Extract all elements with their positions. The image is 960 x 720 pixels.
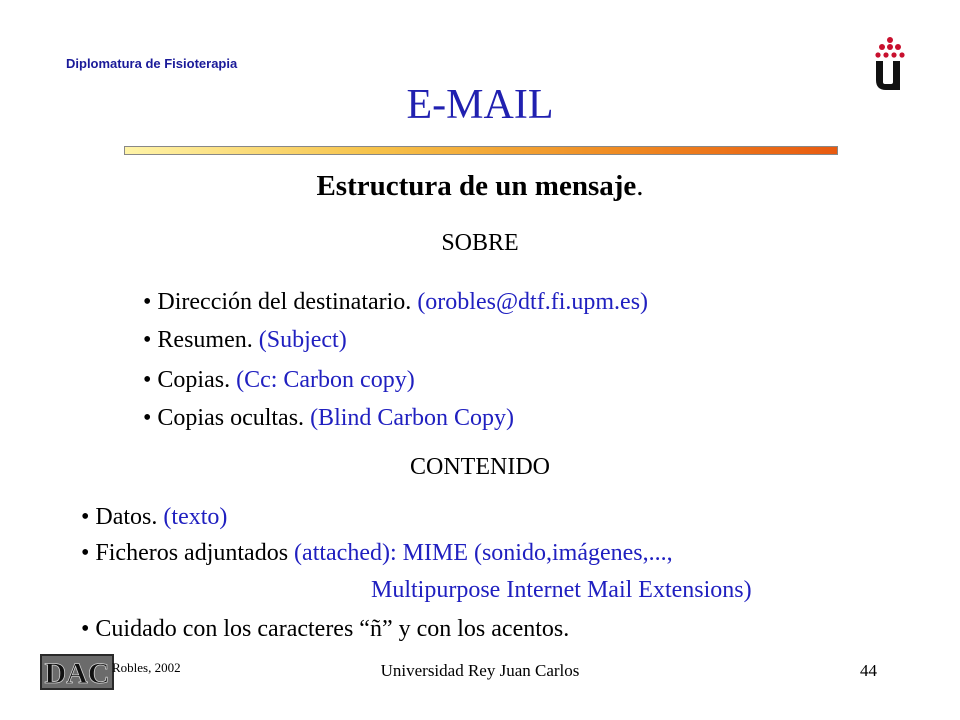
bullet-note: (Blind Carbon Copy) xyxy=(310,405,515,431)
bullet-text: • Ficheros adjuntados xyxy=(81,540,295,566)
bullet-note: (attached): MIME (sonido,imágenes,..., xyxy=(294,540,673,566)
bullet-item xyxy=(143,325,347,355)
dac-logo-text: DAC xyxy=(44,657,110,690)
bullet-item xyxy=(81,614,569,644)
bullet-item xyxy=(143,403,514,433)
section-heading-contenido: CONTENIDO xyxy=(410,454,550,480)
section-heading-sobre: SOBRE xyxy=(441,230,519,256)
bullet-text: • Cuidado con los caracteres “ñ” y con los acentos. xyxy=(81,616,570,642)
bullet-note: Multipurpose Internet Mail Extensions) xyxy=(371,577,752,603)
footer-author: Robles, 2002 xyxy=(112,660,181,675)
bullet-item xyxy=(81,538,673,568)
bullet-item xyxy=(143,287,648,317)
slide-title: E-MAIL xyxy=(406,82,554,128)
bullet-text: • Copias. xyxy=(143,367,237,393)
bullet-note: (Subject) xyxy=(258,327,347,353)
bullet-text: • Resumen. xyxy=(143,327,259,353)
bullet-item xyxy=(81,502,227,532)
bullet-text: • Dirección del destinatario. xyxy=(143,289,418,315)
bullet-note-continuation xyxy=(371,575,752,605)
bullet-text: • Copias ocultas. xyxy=(143,405,311,431)
title-divider xyxy=(124,146,838,155)
course-label: Diplomatura de Fisioterapia xyxy=(66,56,238,71)
bullet-text: • Datos. xyxy=(81,504,164,530)
bullet-note: (orobles@dtf.fi.upm.es) xyxy=(417,289,649,315)
bullet-item xyxy=(143,365,415,395)
slide-subtitle xyxy=(0,166,960,206)
page-number: 44 xyxy=(860,661,877,680)
bullet-note: (texto) xyxy=(163,504,228,530)
subtitle-period: . xyxy=(636,170,644,202)
bullet-note: (Cc: Carbon copy) xyxy=(236,367,415,393)
subtitle-text: Estructura de un mensaje xyxy=(316,170,637,202)
footer-university: Universidad Rey Juan Carlos xyxy=(380,661,580,680)
